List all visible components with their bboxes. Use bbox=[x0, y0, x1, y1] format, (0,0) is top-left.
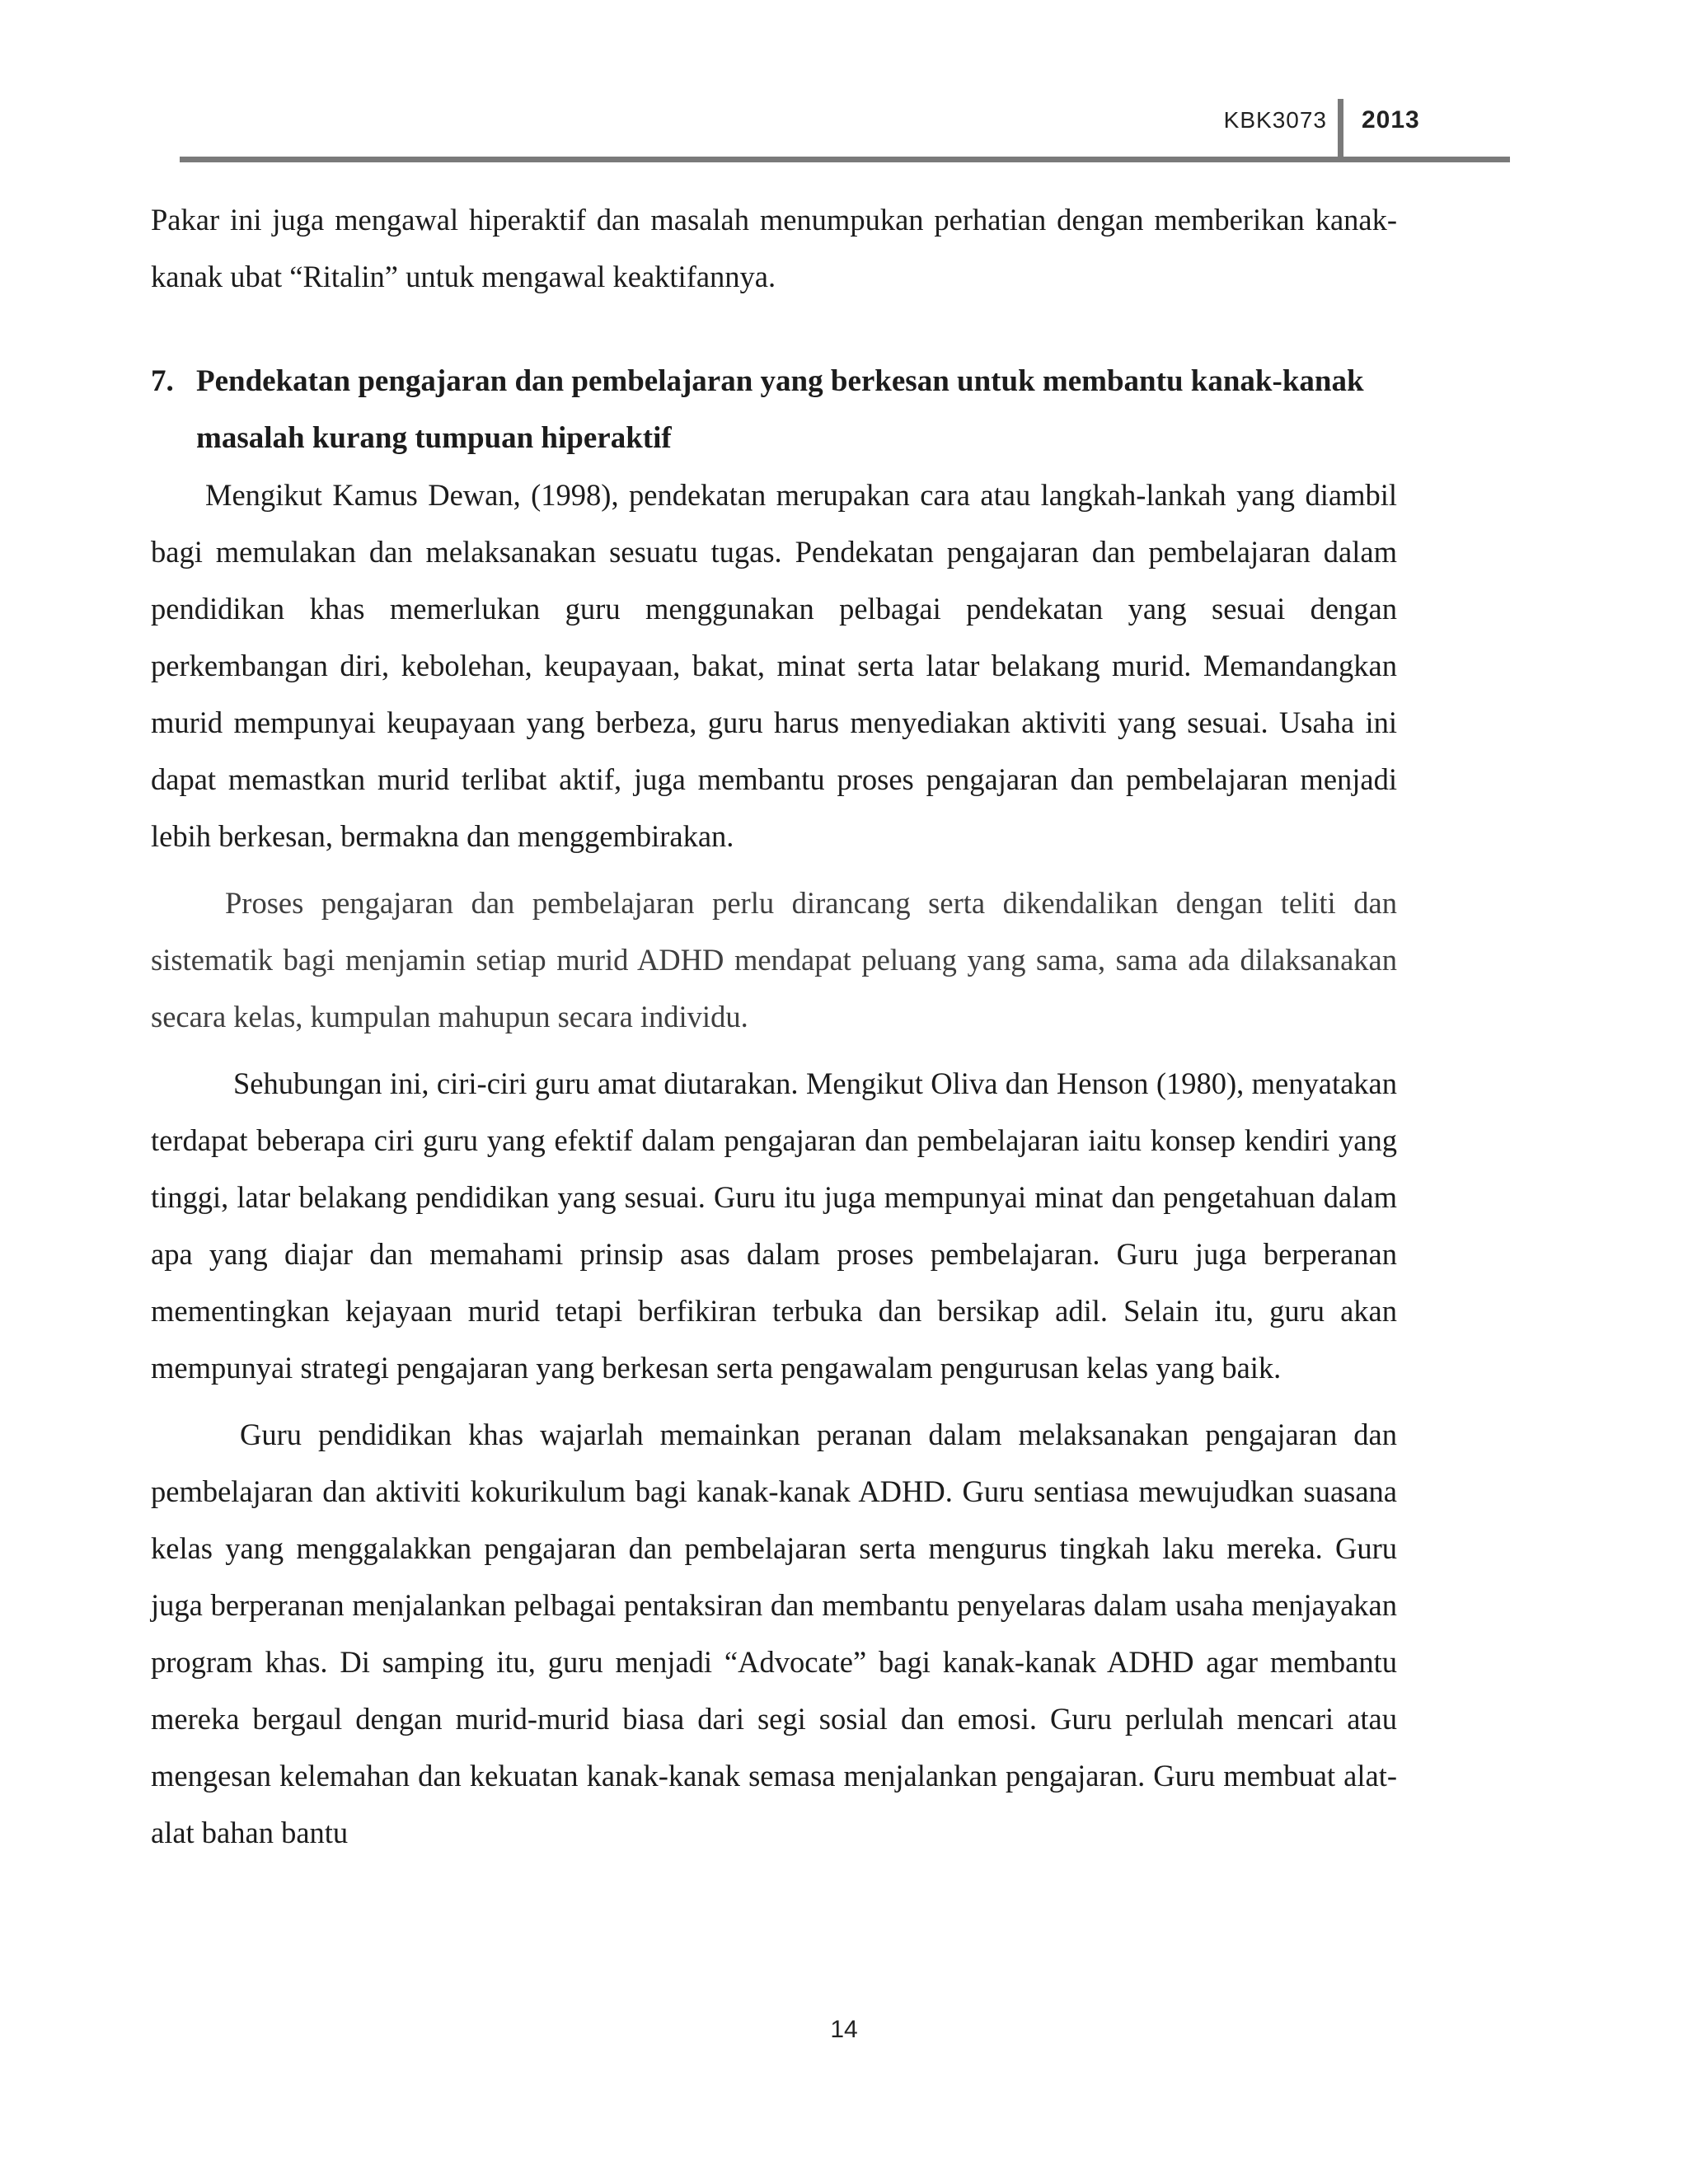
header-year: 2013 bbox=[1362, 106, 1420, 134]
section-title: Pendekatan pengajaran dan pembelajaran yang berkesan untuk membantu kanak-kanak masalah kurang tumpuan hiperaktif bbox=[196, 364, 1364, 455]
intro-paragraph: Pakar ini juga mengawal hiperaktif dan masalah menumpukan perhatian dengan memberikan kanak-kanak ubat “Ritalin” untuk mengawal keaktifannya. bbox=[151, 203, 1397, 293]
spacer bbox=[151, 1045, 1397, 1055]
paragraph-ciri-guru: Sehubungan ini, ciri-ciri guru amat diutarakan. Mengikut Oliva dan Henson (1980), menyatakan terdapat beberapa ciri guru yang efektif dalam pengajaran dan pembelajaran iaitu konsep kendiri yang tinggi, latar belakang pendidikan yang sesuai. Guru itu juga mempunyai minat dan pengetahuan dalam apa yang diajar dan memahami prinsip asas dalam proses pembelajaran. Guru juga berperanan mementingkan kejayaan murid tetapi berfikiran terbuka dan bersikap adil. Selain itu, guru akan mempunyai strategi pengajaran yang berkesan serta pengawalam pengurusan kelas yang baik. bbox=[151, 1066, 1397, 1385]
header-separator bbox=[1338, 99, 1343, 162]
spacer bbox=[151, 865, 1397, 874]
section-heading bbox=[151, 353, 1397, 466]
section-number: 7. bbox=[151, 364, 174, 398]
spacer bbox=[151, 305, 1397, 353]
paragraph-peranan-guru: Guru pendidikan khas wajarlah memainkan peranan dalam melaksanakan pengajaran dan pembelajaran dan aktiviti kokurikulum bagi kanak-kanak ADHD. Guru sentiasa mewujudkan suasana kelas yang menggalakkan pengajaran dan pembelajaran serta mengurus tingkah laku mereka. Guru juga berperanan menjalankan pelbagai pentaksiran dan membantu penyelaras dalam usaha menjayakan program khas. Di samping itu, guru menjadi “Advocate” bagi kanak-kanak ADHD agar membantu mereka bergaul dengan murid-murid biasa dari segi sosial dan emosi. Guru perlulah mencari atau mengesan kelemahan dan kekuatan kanak-kanak semasa menjalankan pengajaran. Guru membuat alat-alat bahan bantu bbox=[151, 1418, 1397, 1849]
course-code: KBK3073 bbox=[1223, 107, 1327, 133]
spacer bbox=[151, 1396, 1397, 1406]
header-rule bbox=[180, 157, 1510, 162]
paragraph-proses: Proses pengajaran dan pembelajaran perlu dirancang serta dikendalikan dengan teliti dan sistematik bagi menjamin setiap murid ADHD mendapat peluang yang sama, sama ada dilaksanakan secara kelas, kumpulan mahupun secara individu. bbox=[151, 886, 1397, 1033]
document-body bbox=[151, 191, 1397, 1861]
page-number: 14 bbox=[830, 2016, 858, 2043]
paragraph-pendekatan: Mengikut Kamus Dewan, (1998), pendekatan merupakan cara atau langkah-lankah yang diambil bagi memulakan dan melaksanakan sesuatu tugas. Pendekatan pengajaran dan pembelajaran dalam pendidikan khas memerlukan guru menggunakan pelbagai pendekatan yang sesuai dengan perkembangan diri, kebolehan, keupayaan, bakat, minat serta latar belakang murid. Memandangkan murid mempunyai keupayaan yang berbeza, guru harus menyediakan aktiviti yang sesuai. Usaha ini dapat memastkan murid terlibat aktif, juga membantu proses pengajaran dan pembelajaran menjadi lebih berkesan, bermakna dan menggembirakan. bbox=[151, 478, 1397, 853]
